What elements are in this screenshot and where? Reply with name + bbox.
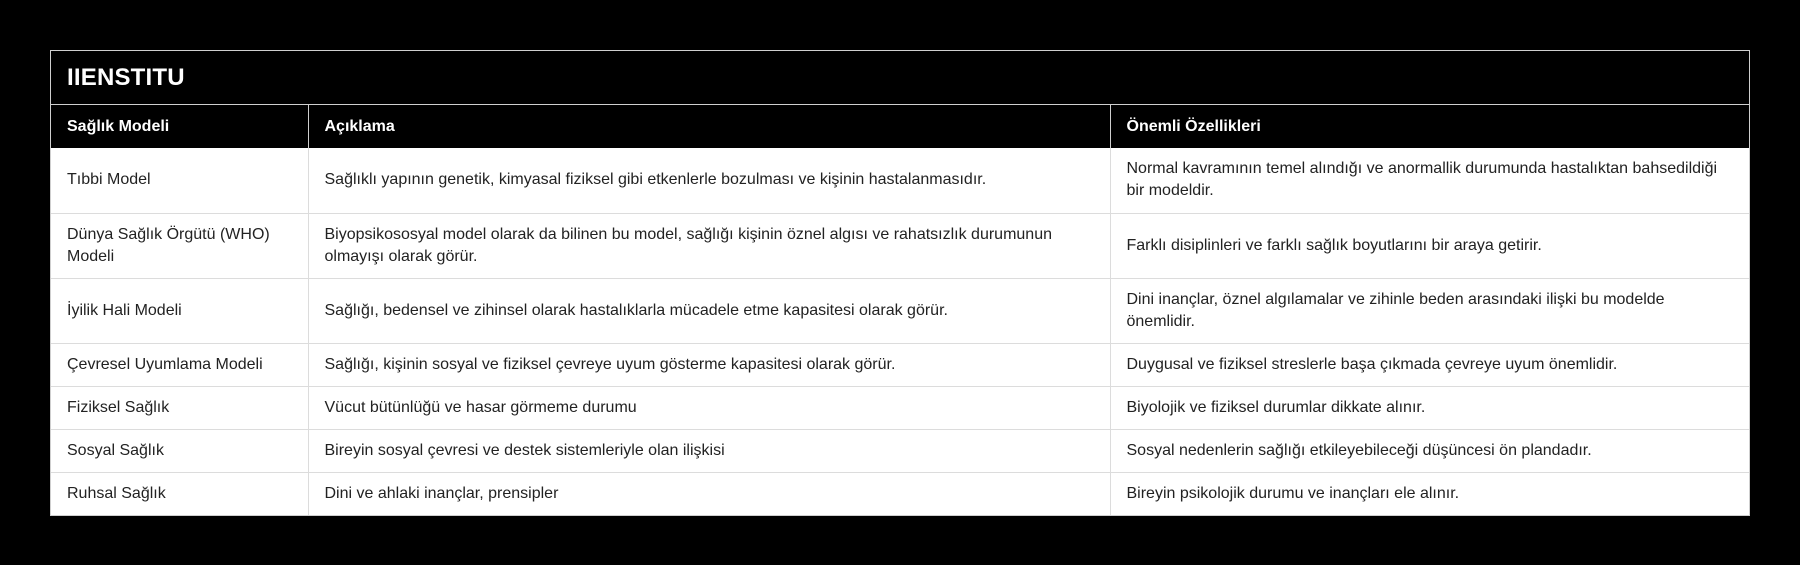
cell-description: Sağlığı, bedensel ve zihinsel olarak hastalıklarla mücadele etme kapasitesi olarak görür. (308, 278, 1110, 343)
cell-key-features: Dini inançlar, öznel algılamalar ve zihinle beden arasındaki ilişki bu modelde önemlidir. (1110, 278, 1749, 343)
cell-key-features: Bireyin psikolojik durumu ve inançları ele alınır. (1110, 472, 1749, 515)
cell-model: Çevresel Uyumlama Modeli (51, 343, 308, 386)
table-title: IIENSTITU (51, 51, 1749, 105)
cell-key-features: Normal kavramının temel alındığı ve anormallik durumunda hastalıktan bahsedildiği bir modeldir. (1110, 148, 1749, 213)
cell-model: İyilik Hali Modeli (51, 278, 308, 343)
cell-model: Fiziksel Sağlık (51, 386, 308, 429)
health-models-table (51, 105, 1749, 515)
cell-model: Sosyal Sağlık (51, 429, 308, 472)
table-row (51, 343, 1749, 386)
column-header-model: Sağlık Modeli (51, 105, 308, 148)
table-row (51, 278, 1749, 343)
cell-key-features: Biyolojik ve fiziksel durumlar dikkate alınır. (1110, 386, 1749, 429)
cell-description: Sağlıklı yapının genetik, kimyasal fiziksel gibi etkenlerle bozulması ve kişinin hastalanmasıdır. (308, 148, 1110, 213)
table-row (51, 386, 1749, 429)
column-header-description: Açıklama (308, 105, 1110, 148)
cell-key-features: Duygusal ve fiziksel streslerle başa çıkmada çevreye uyum önemlidir. (1110, 343, 1749, 386)
cell-description: Biyopsikososyal model olarak da bilinen bu model, sağlığı kişinin öznel algısı ve rahatsızlık durumunun olmayışı olarak görür. (308, 213, 1110, 278)
column-header-key-features: Önemli Özellikleri (1110, 105, 1749, 148)
table-row (51, 148, 1749, 213)
cell-description: Dini ve ahlaki inançlar, prensipler (308, 472, 1110, 515)
cell-key-features: Farklı disiplinleri ve farklı sağlık boyutlarını bir araya getirir. (1110, 213, 1749, 278)
cell-model: Dünya Sağlık Örgütü (WHO) Modeli (51, 213, 308, 278)
cell-description: Vücut bütünlüğü ve hasar görmeme durumu (308, 386, 1110, 429)
cell-description: Sağlığı, kişinin sosyal ve fiziksel çevreye uyum gösterme kapasitesi olarak görür. (308, 343, 1110, 386)
table-row (51, 213, 1749, 278)
cell-key-features: Sosyal nedenlerin sağlığı etkileyebileceği düşüncesi ön plandadır. (1110, 429, 1749, 472)
cell-model: Tıbbi Model (51, 148, 308, 213)
cell-model: Ruhsal Sağlık (51, 472, 308, 515)
table-row (51, 472, 1749, 515)
cell-description: Bireyin sosyal çevresi ve destek sistemleriyle olan ilişkisi (308, 429, 1110, 472)
health-models-table-container (50, 50, 1750, 516)
table-row (51, 429, 1749, 472)
table-header-row (51, 105, 1749, 148)
